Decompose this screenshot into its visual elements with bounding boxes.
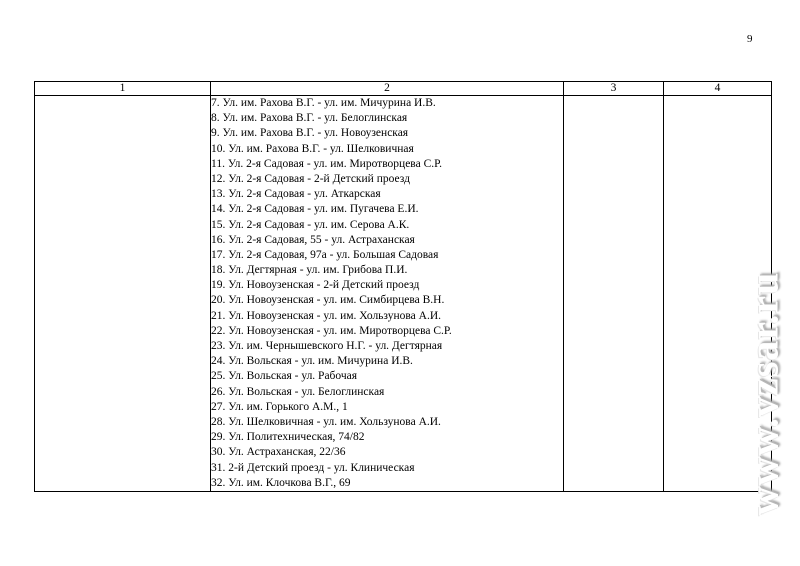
list-item: 10. Ул. им. Рахова В.Г. - ул. Шелковичная	[211, 142, 414, 155]
watermark-text: www.vzsar.ru	[741, 271, 787, 515]
list-item: 30. Ул. Астраханская, 22/36	[211, 446, 346, 459]
list-item: 17. Ул. 2-я Садовая, 97а - ул. Большая Садовая	[211, 248, 439, 261]
list-item: 12. Ул. 2-я Садовая - 2-й Детский проезд	[211, 172, 410, 185]
cell-col-3	[564, 96, 664, 492]
list-item: 13. Ул. 2-я Садовая - ул. Аткарская	[211, 188, 381, 201]
list-item: 8. Ул. им. Рахова В.Г. - ул. Белоглинская	[211, 112, 408, 125]
document-table	[34, 81, 772, 492]
list-item: 14. Ул. 2-я Садовая - ул. им. Пугачева Е.И.	[211, 203, 419, 216]
intersection-list	[211, 96, 563, 491]
list-item: 7. Ул. им. Рахова В.Г. - ул. им. Мичурина И.В.	[211, 97, 436, 109]
list-item: 25. Ул. Вольская - ул. Рабочая	[211, 370, 358, 383]
list-item: 21. Ул. Новоузенская - ул. им. Хользунова А.И.	[211, 309, 441, 322]
page-number: 9	[747, 33, 753, 45]
list-item: 32. Ул. им. Клочкова В.Г., 69	[211, 476, 351, 489]
list-item: 16. Ул. 2-я Садовая, 55 - ул. Астраханская	[211, 233, 415, 246]
watermark	[742, 228, 786, 558]
list-item: 20. Ул. Новоузенская - ул. им. Симбирцева В.Н.	[211, 294, 445, 307]
list-item: 31. 2-й Детский проезд - ул. Клиническая	[211, 461, 415, 474]
list-item: 27. Ул. им. Горького А.М., 1	[211, 400, 348, 413]
list-item: 24. Ул. Вольская - ул. им. Мичурина И.В.	[211, 355, 413, 368]
column-header-2: 2	[211, 82, 564, 96]
list-item: 18. Ул. Дегтярная - ул. им. Грибова П.И.	[211, 264, 408, 277]
list-item: 28. Ул. Шелковичная - ул. им. Хользунова А.И.	[211, 415, 441, 428]
list-item: 9. Ул. им. Рахова В.Г. - ул. Новоузенская	[211, 127, 409, 140]
list-item: 26. Ул. Вольская - ул. Белоглинская	[211, 385, 385, 398]
list-item: 11. Ул. 2-я Садовая - ул. им. Миротворцева С.Р.	[211, 157, 442, 170]
table-header-row	[35, 82, 772, 96]
column-header-1: 1	[35, 82, 211, 96]
list-item: 22. Ул. Новоузенская - ул. им. Миротворцева С.Р.	[211, 324, 452, 337]
list-item: 29. Ул. Политехническая, 74/82	[211, 431, 365, 444]
cell-col-1	[35, 96, 211, 492]
list-item: 15. Ул. 2-я Садовая - ул. им. Серова А.К.	[211, 218, 410, 231]
list-item: 23. Ул. им. Чернышевского Н.Г. - ул. Дегтярная	[211, 340, 443, 352]
table-row	[35, 96, 772, 492]
cell-col-2	[211, 96, 564, 492]
list-item: 19. Ул. Новоузенская - 2-й Детский проезд	[211, 279, 420, 292]
column-header-3: 3	[564, 82, 664, 96]
column-header-4: 4	[664, 82, 772, 96]
